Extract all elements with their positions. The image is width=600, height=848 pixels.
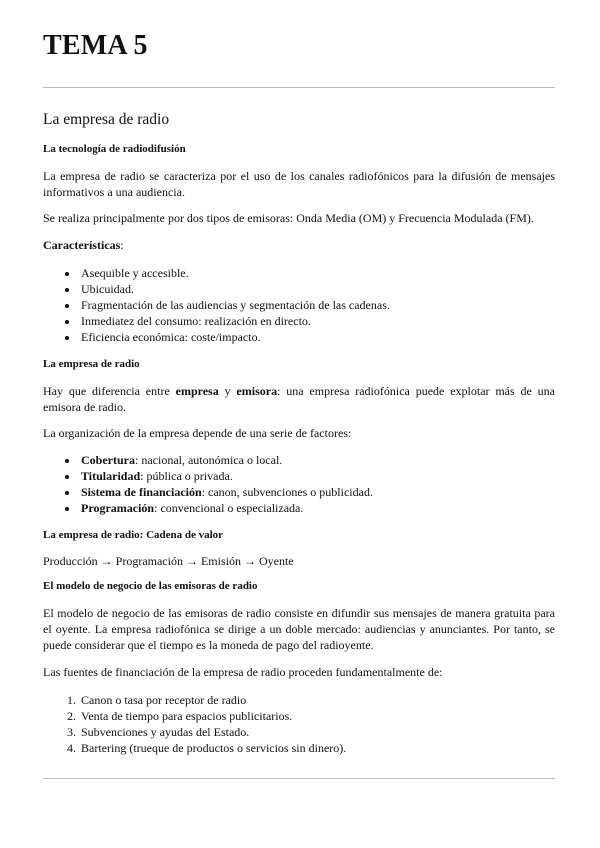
- text-run: y: [218, 384, 237, 398]
- features-colon: :: [120, 238, 124, 252]
- subsection-heading-modelo: El modelo de negocio de las emisoras de radio: [43, 580, 258, 592]
- list-item: [79, 484, 555, 500]
- document-page: [43, 28, 555, 779]
- paragraph-intro: La empresa de radio se caracteriza por el uso de los canales radiofónicos para la difusión de mensajes informativos a una audiencia.: [43, 169, 555, 199]
- list-item: 1. Canon o tasa por receptor de radio: [79, 692, 555, 708]
- paragraph-empresa-emisora: [43, 383, 555, 415]
- value-chain: Producción → Programación → Emisión → Oyente: [43, 554, 294, 568]
- list-item: • Fragmentación de las audiencias y segmentación de las cadenas.: [79, 297, 555, 313]
- factor-desc: : pública o privada.: [140, 469, 233, 483]
- paragraph-modelo: El modelo de negocio de las emisoras de radio consiste en difundir sus mensajes de manera gratuita para el oyente. La empresa radiofónica se dirige a un doble mercado: audiencias y anunciantes. Por tanto, se puede considerar que el tiempo es la moneda de pago del radioyente.: [43, 606, 555, 652]
- factor-desc: : convencional o especializada.: [154, 501, 304, 515]
- list-item: 2. Venta de tiempo para espacios publicitarios.: [79, 708, 555, 724]
- text-run: : una empresa radiofónica puede explotar más de una emisora de radio.: [43, 384, 556, 414]
- list-item: • Eficiencia económica: coste/impacto.: [79, 329, 555, 345]
- list-item: 4. Bartering (trueque de productos o servicios sin dinero).: [79, 740, 555, 756]
- factor-term: Titularidad: [81, 469, 141, 483]
- subsection-heading-tecnologia: La tecnología de radiodifusión: [43, 143, 186, 155]
- factor-desc: : nacional, autonómica o local.: [135, 453, 283, 467]
- list-item: [79, 468, 555, 484]
- term-empresa: empresa: [175, 384, 219, 398]
- subsection-heading-empresa: La empresa de radio: [43, 358, 140, 370]
- features-label: Características: [43, 238, 121, 252]
- factor-term: Programación: [81, 501, 155, 515]
- factors-list: [43, 452, 555, 516]
- text-run: Hay que diferencia entre: [43, 384, 176, 398]
- features-label-line: [43, 237, 555, 253]
- section-title: La empresa de radio: [43, 111, 170, 128]
- list-item: • Ubicuidad.: [79, 281, 555, 297]
- sources-list: [43, 692, 555, 756]
- paragraph-emisoras: Se realiza principalmente por dos tipos de emisoras: Onda Media (OM) y Frecuencia Modulada (FM).: [43, 211, 534, 225]
- factor-term: Cobertura: [81, 453, 135, 467]
- list-item: 3. Subvenciones y ayudas del Estado.: [79, 724, 555, 740]
- paragraph-fuentes: Las fuentes de financiación de la empresa de radio proceden fundamentalmente de:: [43, 665, 443, 679]
- factor-term: Sistema de financiación: [81, 485, 202, 499]
- list-item: • Asequible y accesible.: [79, 265, 555, 281]
- factor-desc: : canon, subvenciones o publicidad.: [201, 485, 373, 499]
- list-item: [79, 500, 555, 516]
- features-list: [43, 265, 555, 345]
- page-title: TEMA 5: [43, 30, 148, 61]
- paragraph-factores: La organización de la empresa depende de una serie de factores:: [43, 426, 352, 440]
- list-item: [79, 452, 555, 468]
- subsection-heading-cadena: La empresa de radio: Cadena de valor: [43, 529, 224, 541]
- title-divider: [43, 87, 555, 88]
- term-emisora: emisora: [236, 384, 278, 398]
- list-item: • Inmediatez del consumo: realización en directo.: [79, 313, 555, 329]
- bottom-divider: [43, 778, 555, 779]
